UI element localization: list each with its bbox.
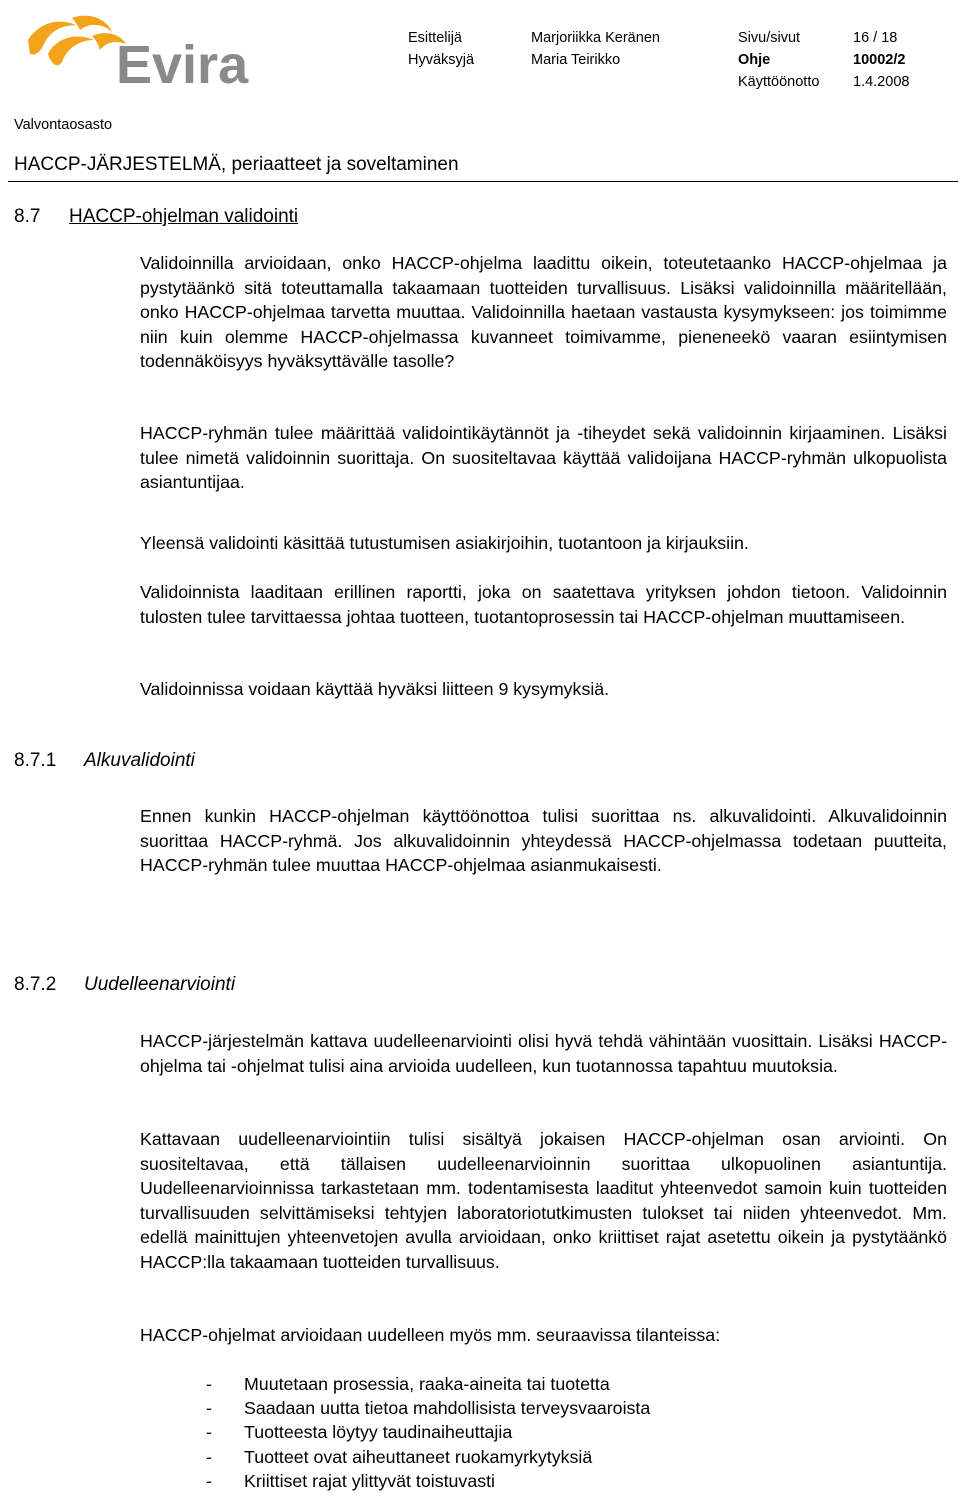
- section-heading-8-7-2: [14, 974, 235, 996]
- list-item-text: Tuotteet ovat aiheuttaneet ruokamyrkytyksiä: [244, 1446, 593, 1467]
- section-title: HACCP-ohjelman validointi: [69, 206, 299, 227]
- section-number: 8.7.1: [14, 750, 57, 771]
- doc-number-value: 10002/2: [853, 52, 906, 68]
- section-heading-8-7: [14, 206, 298, 228]
- paragraph: HACCP-ryhmän tulee määrittää validointikäytännöt ja -tiheydet sekä validoinnin kirjaaminen. Lisäksi tulee nimetä validoinnin suorittaja. On suositeltavaa käyttää validoijana HACCP-ryhmän ulkopuolista asiantuntijaa.: [140, 423, 947, 492]
- list-marker: -: [206, 1422, 212, 1443]
- list-item-text: Kriittiset rajat ylittyvät toistuvasti: [244, 1470, 495, 1491]
- section-heading-8-7-1: [14, 750, 195, 772]
- list-item: [206, 1445, 650, 1469]
- paragraph: HACCP-ohjelmat arvioidaan uudelleen myös mm. seuraavissa tilanteissa:: [140, 1325, 721, 1345]
- section-title: Uudelleenarviointi: [84, 974, 236, 995]
- paragraph: Kattavaan uudelleenarviointiin tulisi sisältyä jokaisen HACCP-ohjelman osan arviointi. On suositeltavaa, että tällaisen uudelleenarvioinnin suorittaa ulkopuolinen asiantuntija. Uudelleenarvioinnissa tarkastetaan mm. todentamisesta laaditut yhteenvedot samoin kuin tuotteiden turvallisuuden selvittämiseksi tehtyjen laboratoriotutkimusten tulokset tai niiden yhteenvedot. Mm. edellä mainittujen yhteenvetojen avulla arvioidaan, onko kriittiset rajat asetettu oikein ja pystytäänkö HACCP:lla takaamaan tuotteiden turvallisuus.: [140, 1129, 947, 1272]
- paragraph: Validoinnissa voidaan käyttää hyväksi liitteen 9 kysymyksiä.: [140, 679, 610, 699]
- paragraph: HACCP-järjestelmän kattava uudelleenarviointi olisi hyvä tehdä vähintään vuosittain. Lisäksi HACCP-ohjelma tai -ohjelmat tulisi aina arvioida uudelleen, kun tuotannossa tapahtuu muutoksia.: [140, 1031, 947, 1076]
- list-item: [206, 1396, 650, 1420]
- list-item: [206, 1469, 650, 1493]
- paragraph: Validoinnista laaditaan erillinen raportti, joka on saatettava yrityksen johdon tietoon. Validoinnin tulosten tulee tarvittaessa johtaa tuotteen, tuotantoprosessin tai HACCP-ohjelman muuttamiseen.: [140, 582, 947, 627]
- list-marker: -: [206, 1374, 212, 1394]
- header-divider: [8, 181, 958, 182]
- author-value: Marjoriikka Keränen: [531, 30, 660, 46]
- list-item: [206, 1420, 650, 1444]
- evira-logo: [22, 10, 282, 90]
- doc-type-label: Ohje: [738, 52, 771, 68]
- list-marker: -: [206, 1446, 212, 1467]
- author-label: Esittelijä: [408, 30, 462, 46]
- list-item-text: Tuotteesta löytyy taudinaiheuttajia: [244, 1422, 513, 1443]
- list-item-text: Saadaan uutta tietoa mahdollisista terveysvaaroista: [244, 1398, 651, 1419]
- section-title: Alkuvalidointi: [84, 750, 195, 771]
- effective-date-value: 1.4.2008: [853, 74, 910, 90]
- page-value: 16 / 18: [853, 30, 898, 46]
- approver-value: Maria Teirikko: [531, 52, 621, 68]
- effective-label: Käyttöönotto: [738, 74, 820, 90]
- situations-list: [206, 1372, 650, 1493]
- section-number: 8.7: [14, 206, 41, 227]
- header-meta: [408, 27, 948, 93]
- paragraph: Validoinnilla arvioidaan, onko HACCP-ohjelma laadittu oikein, toteutetaanko HACCP-ohjelmaa ja pystytäänkö sitä toteuttamalla takaamaan tuotteiden turvallisuus. Lisäksi validoinnilla määritellään, onko HACCP-ohjelmaa tarvetta muuttaa. Validoinnilla haetaan vastausta kysymykseen: jos toimimme niin kuin olemme HACCP-ohjelmassa kuvanneet toimivamme, pieneneekö vaaran esiintymisen todennäköisyys hyväksyttävälle tasolle?: [140, 253, 947, 371]
- page-label: Sivu/sivut: [738, 30, 801, 46]
- department: Valvontaosasto: [14, 117, 113, 133]
- evira-logo-swoosh-icon: [28, 16, 126, 66]
- section-number: 8.7.2: [14, 974, 57, 995]
- list-marker: -: [206, 1398, 212, 1419]
- paragraph: Yleensä validointi käsittää tutustumisen asiakirjoihin, tuotantoon ja kirjauksiin.: [140, 533, 749, 553]
- paragraph: Ennen kunkin HACCP-ohjelman käyttöönottoa tulisi suorittaa ns. alkuvalidointi. Alkuvalidoinnin suorittaa HACCP-ryhmä. Jos alkuvalidoinnin yhteydessä HACCP-ohjelmassa todetaan puutteita, HACCP-ryhmän tulee muuttaa HACCP-ohjelmaa asianmukaisesti.: [140, 806, 947, 875]
- evira-logo-text: Evira: [116, 35, 249, 90]
- list-item-text: Muutetaan prosessia, raaka-aineita tai tuotetta: [244, 1374, 610, 1394]
- list-item: [206, 1372, 650, 1396]
- approver-label: Hyväksyjä: [408, 52, 475, 68]
- list-marker: -: [206, 1470, 212, 1491]
- document-title: HACCP-JÄRJESTELMÄ, periaatteet ja soveltaminen: [14, 154, 459, 175]
